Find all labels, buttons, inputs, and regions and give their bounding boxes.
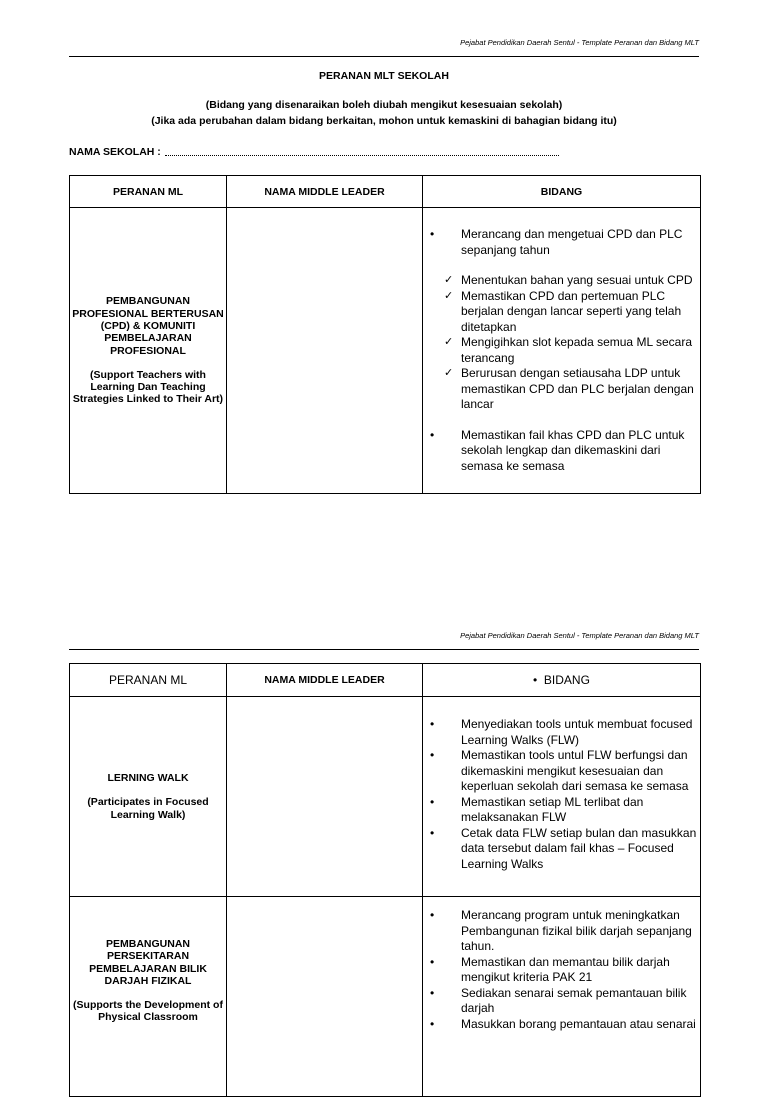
document-subtitle-1: (Bidang yang disenaraikan boleh diubah mengikut kesesuaian sekolah) (205, 99, 563, 111)
bidang-check-item: ✓ Menentukan bahan yang sesuai untuk CPD (461, 273, 700, 289)
role-cell (70, 897, 227, 1097)
bidang-bullet: • Memastikan fail khas CPD dan PLC untuk sekolah lengkap dan dikemaskini dari semasa ke semasa (461, 428, 700, 475)
bidang-bullet: • Memastikan setiap ML terlibat dan melaksanakan FLW (461, 795, 700, 826)
bidang-check-item: ✓ Mengigihkan slot kepada semua ML secara terancang (461, 335, 700, 366)
school-name-label: NAMA SEKOLAH : (69, 146, 161, 158)
bidang-bullet: • Masukkan borang pemantauan atau senarai (461, 1017, 700, 1033)
middle-leader-name-cell[interactable] (227, 697, 423, 897)
bidang-bullet: • Memastikan dan memantau bilik darjah mengikut kriteria PAK 21 (461, 955, 700, 986)
role-cell (70, 208, 227, 494)
roles-table-1 (69, 175, 701, 494)
school-name-field[interactable] (165, 155, 559, 156)
page-header-note: Pejabat Pendidikan Daerah Sentul - Template Peranan dan Bidang MLT (460, 38, 699, 47)
header-peranan-ml: PERANAN ML (70, 664, 227, 697)
header-nama-middle-leader: NAMA MIDDLE LEADER (227, 664, 423, 697)
role-title: LERNING WALK (107, 772, 189, 785)
middle-leader-name-cell[interactable] (227, 208, 423, 494)
bidang-check-item: ✓ Memastikan CPD dan pertemuan PLC berjalan dengan lancar seperti yang telah ditetapkan (461, 289, 700, 336)
role-title: PEMBANGUNAN PERSEKITARAN PEMBELAJARAN BILIK DARJAH FIZIKAL (89, 938, 207, 987)
bidang-cell (423, 897, 701, 1097)
role-subtitle: (Supports the Development of Physical Classroom (73, 999, 223, 1024)
table-row (70, 697, 701, 897)
bidang-cell (423, 697, 701, 897)
table-header-row (70, 176, 701, 208)
roles-table-2 (69, 663, 701, 1097)
bidang-check-item: ✓ Berurusan dengan setiausaha LDP untuk memastikan CPD dan PLC berjalan dengan lancar (461, 366, 700, 413)
document-subtitle-2: (Jika ada perubahan dalam bidang berkaitan, mohon untuk kemaskini di bahagian bidang itu) (151, 115, 617, 127)
header-nama-middle-leader: NAMA MIDDLE LEADER (227, 176, 423, 208)
header-peranan-ml: PERANAN ML (70, 176, 227, 208)
role-cell (70, 697, 227, 897)
page-header-note: Pejabat Pendidikan Daerah Sentul - Template Peranan dan Bidang MLT (460, 631, 699, 640)
role-subtitle: (Participates in Focused Learning Walk) (87, 796, 209, 821)
table-row (70, 897, 701, 1097)
role-subtitle: (Support Teachers with Learning Dan Teaching Strategies Linked to Their Art) (72, 368, 224, 406)
document-title: PERANAN MLT SEKOLAH (319, 70, 449, 82)
bidang-bullet: • Merancang program untuk meningkatkan Pembangunan fizikal bilik darjah sepanjang tahun. (461, 908, 700, 955)
header-bidang: • BIDANG (423, 664, 701, 697)
role-title: PEMBANGUNAN PROFESIONAL BERTERUSAN (CPD) & KOMUNITI PEMBELAJARAN PROFESIONAL (72, 295, 224, 357)
table-row (70, 208, 701, 494)
header-bidang: BIDANG (423, 176, 701, 208)
bidang-cell (423, 208, 701, 494)
bidang-bullet: • Menyediakan tools untuk membuat focused Learning Walks (FLW) (461, 717, 700, 748)
header-rule (69, 56, 699, 57)
table-header-row (70, 664, 701, 697)
bidang-bullet: • Sediakan senarai semak pemantauan bilik darjah (461, 986, 700, 1017)
bidang-bullet: • Merancang dan mengetuai CPD dan PLC sepanjang tahun (461, 227, 700, 258)
header-rule (69, 649, 699, 650)
bidang-bullet: • Cetak data FLW setiap bulan dan masukkan data tersebut dalam fail khas – Focused Learning Walks (461, 826, 700, 873)
middle-leader-name-cell[interactable] (227, 897, 423, 1097)
bidang-bullet: • Memastikan tools untul FLW berfungsi dan dikemaskini mengikut kesesuaian dan keperluan sekolah dari semasa ke semasa (461, 748, 700, 795)
